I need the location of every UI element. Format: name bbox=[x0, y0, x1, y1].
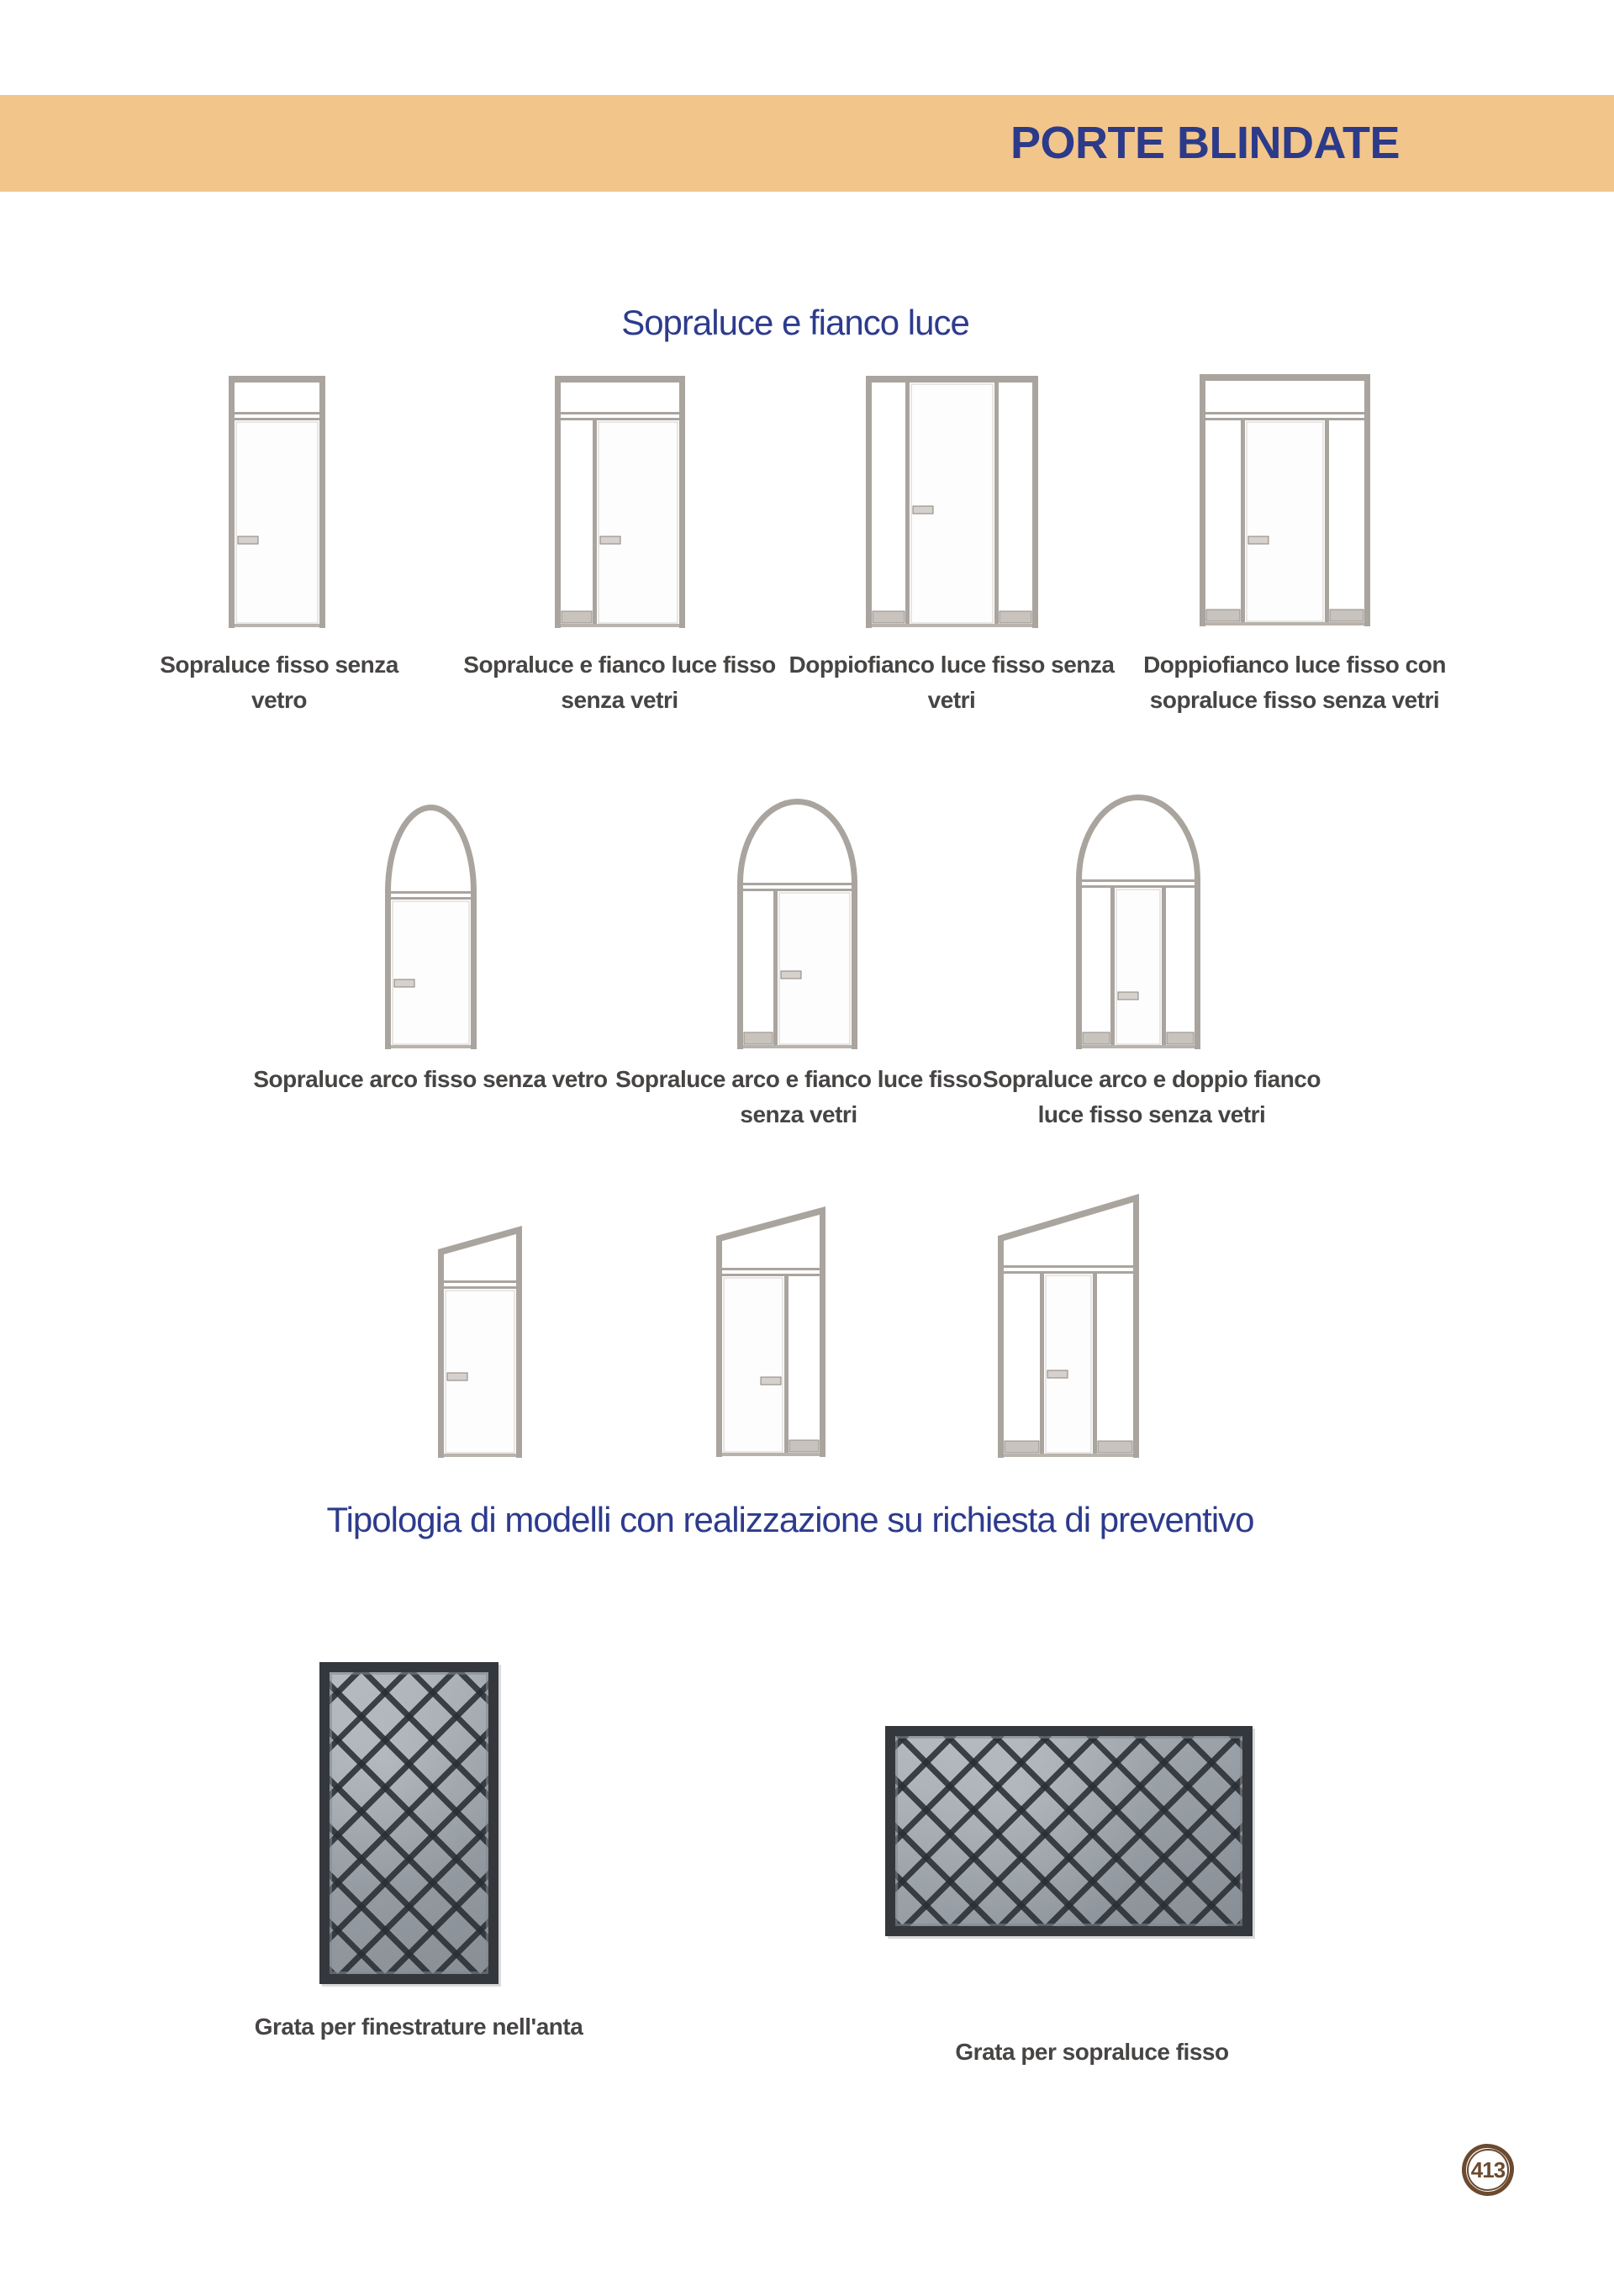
door-drawing bbox=[866, 376, 1038, 628]
door-diagram-4 bbox=[1200, 374, 1370, 626]
door-diagram-7 bbox=[1076, 794, 1200, 1049]
door-caption-line: luce fisso senza vetri bbox=[1037, 1101, 1266, 1127]
door-drawing bbox=[229, 376, 325, 628]
door-caption-line: senza vetri bbox=[740, 1101, 857, 1127]
security-grate-image-2 bbox=[885, 1726, 1253, 1936]
grate-caption-1: Grata per finestrature nell'anta bbox=[254, 2014, 583, 2040]
door-caption-line: Sopraluce e fianco luce fisso bbox=[463, 652, 776, 678]
page-number: 413 bbox=[1470, 2156, 1506, 2183]
page-header-title: PORTE BLINDATE bbox=[1010, 118, 1400, 168]
door-caption-1 bbox=[160, 647, 398, 718]
door-diagram-9 bbox=[716, 1206, 825, 1457]
door-caption-3 bbox=[789, 647, 1115, 718]
door-caption-7 bbox=[983, 1062, 1321, 1132]
door-caption-line: sopraluce fisso senza vetri bbox=[1149, 687, 1440, 713]
door-caption-2 bbox=[463, 647, 775, 718]
section-heading-tipologia: Tipologia di modelli con realizzazione su richiesta di preventivo bbox=[326, 1500, 1254, 1539]
door-caption-line: Doppiofianco luce fisso con bbox=[1143, 652, 1446, 678]
section-heading-sopraluce: Sopraluce e fianco luce bbox=[621, 303, 969, 342]
door-caption-line: vetro bbox=[251, 687, 307, 713]
door-drawing bbox=[1200, 374, 1370, 626]
door-caption-line: Sopraluce arco fisso senza vetro bbox=[253, 1066, 608, 1092]
door-caption-6 bbox=[615, 1062, 982, 1132]
door-drawing bbox=[737, 799, 857, 1049]
door-caption-line: Doppiofianco luce fisso senza bbox=[789, 652, 1115, 678]
page-number-badge bbox=[1462, 2144, 1514, 2196]
door-diagram-3 bbox=[866, 376, 1038, 628]
door-caption-line: Sopraluce fisso senza bbox=[160, 652, 398, 678]
door-diagram-6 bbox=[737, 799, 857, 1049]
door-diagram-5 bbox=[385, 805, 477, 1049]
door-drawing bbox=[438, 1226, 522, 1458]
door-caption-line: senza vetri bbox=[561, 687, 678, 713]
door-caption-4 bbox=[1143, 647, 1446, 718]
door-diagram-2 bbox=[555, 376, 685, 628]
door-drawing bbox=[716, 1206, 825, 1457]
door-caption-line: Sopraluce arco e fianco luce fisso bbox=[615, 1066, 982, 1092]
header-band bbox=[0, 95, 1614, 192]
door-caption-5 bbox=[253, 1062, 607, 1097]
door-caption-line: vetri bbox=[927, 687, 976, 713]
door-drawing bbox=[555, 376, 685, 628]
door-drawing bbox=[385, 805, 477, 1049]
security-grate-image-1 bbox=[319, 1662, 498, 1984]
door-drawing bbox=[998, 1194, 1139, 1458]
door-caption-line: Sopraluce arco e doppio fianco bbox=[983, 1066, 1321, 1092]
door-diagram-1 bbox=[229, 376, 325, 628]
door-diagram-10 bbox=[998, 1194, 1139, 1458]
door-drawing bbox=[1076, 794, 1200, 1049]
grate-caption-2: Grata per sopraluce fisso bbox=[955, 2039, 1229, 2065]
door-diagram-8 bbox=[438, 1226, 522, 1458]
